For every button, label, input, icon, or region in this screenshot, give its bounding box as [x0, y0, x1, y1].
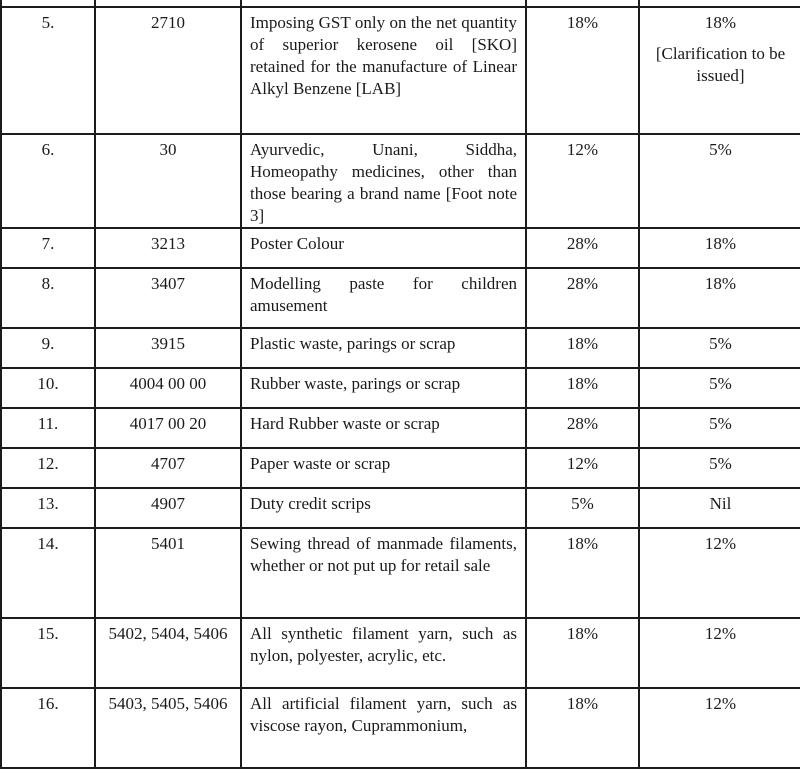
hsn-code-cell: 5401 [95, 528, 241, 618]
description-cell: Modelling paste for children amusement [241, 268, 526, 328]
serial-number-cell: 8. [1, 268, 95, 328]
table-row [1, 268, 800, 328]
new-rate-cell [639, 328, 800, 368]
description-cell: Poster Colour [241, 228, 526, 268]
clarification-note: [Clarification to be issued] [655, 44, 786, 85]
description-cell: Imposing GST only on the net quantity of superior kerosene oil [SKO] retained for the manufacture of Linear Alkyl Benzene [LAB] [241, 7, 526, 134]
hsn-code-cell: 2710 [95, 7, 241, 134]
description-cell: Plastic waste, parings or scrap [241, 328, 526, 368]
new-rate-cell [639, 408, 800, 448]
table-row [1, 488, 800, 528]
serial-number-cell: 13. [1, 488, 95, 528]
new-rate-cell [639, 7, 800, 134]
new-rate-cell [639, 368, 800, 408]
description-cell: Ayurvedic, Unani, Siddha, Homeopathy medicines, other than those bearing a brand name [Foot note 3] [241, 134, 526, 228]
serial-number-cell: 16. [1, 688, 95, 768]
new-rate-cell [639, 228, 800, 268]
hsn-code-cell: 4004 00 00 [95, 368, 241, 408]
table-row [1, 134, 800, 228]
current-rate-cell: 5% [526, 488, 639, 528]
description-cell: All artificial filament yarn, such as viscose rayon, Cuprammonium, [241, 688, 526, 768]
new-rate-value: 5% [709, 454, 732, 473]
serial-number-cell: 10. [1, 368, 95, 408]
new-rate-value: 12% [704, 624, 737, 643]
description-cell: Sewing thread of manmade filaments, whether or not put up for retail sale [241, 528, 526, 618]
hsn-code-cell: 4907 [95, 488, 241, 528]
new-rate-value: 18% [704, 234, 737, 253]
new-rate-cell [639, 618, 800, 688]
description-cell: Rubber waste, parings or scrap [241, 368, 526, 408]
current-rate-cell: 28% [526, 268, 639, 328]
serial-number-cell: 15. [1, 618, 95, 688]
current-rate-cell: 18% [526, 618, 639, 688]
hsn-code-cell: 30 [95, 134, 241, 228]
serial-number-cell: 11. [1, 408, 95, 448]
current-rate-cell: 28% [526, 408, 639, 448]
current-rate-cell: 18% [526, 7, 639, 134]
hsn-code-cell: 3915 [95, 328, 241, 368]
new-rate-value: Nil [709, 494, 732, 513]
table-row [1, 368, 800, 408]
serial-number-cell: 9. [1, 328, 95, 368]
new-rate-value: 5% [709, 374, 732, 393]
serial-number-cell: 7. [1, 228, 95, 268]
description-cell: Paper waste or scrap [241, 448, 526, 488]
current-rate-cell: 12% [526, 448, 639, 488]
new-rate-value: 5% [709, 414, 732, 433]
new-rate-cell [639, 528, 800, 618]
table-row [1, 328, 800, 368]
new-rate-cell [639, 268, 800, 328]
current-rate-cell: 18% [526, 368, 639, 408]
new-rate-cell [639, 688, 800, 768]
description-cell: Hard Rubber waste or scrap [241, 408, 526, 448]
hsn-code-cell: 3213 [95, 228, 241, 268]
current-rate-cell: 18% [526, 528, 639, 618]
table-row [1, 408, 800, 448]
hsn-code-cell: 5402, 5404, 5406 [95, 618, 241, 688]
table-row [1, 688, 800, 768]
table-row-top-edge [1, 0, 800, 7]
serial-number-cell: 14. [1, 528, 95, 618]
current-rate-cell: 18% [526, 688, 639, 768]
description-cell: All synthetic filament yarn, such as nylon, polyester, acrylic, etc. [241, 618, 526, 688]
new-rate-cell [639, 488, 800, 528]
table-row [1, 618, 800, 688]
table-row [1, 528, 800, 618]
new-rate-value: 5% [709, 334, 732, 353]
serial-number-cell: 6. [1, 134, 95, 228]
hsn-code-cell: 3407 [95, 268, 241, 328]
new-rate-cell [639, 134, 800, 228]
hsn-code-cell: 4707 [95, 448, 241, 488]
serial-number-cell: 12. [1, 448, 95, 488]
new-rate-value: 5% [709, 140, 732, 159]
description-cell: Duty credit scrips [241, 488, 526, 528]
new-rate-value: 18% [704, 274, 737, 293]
current-rate-cell: 12% [526, 134, 639, 228]
current-rate-cell: 28% [526, 228, 639, 268]
current-rate-cell: 18% [526, 328, 639, 368]
table-row [1, 7, 800, 134]
new-rate-value: 18% [704, 13, 737, 32]
new-rate-value: 12% [704, 534, 737, 553]
hsn-code-cell: 5403, 5405, 5406 [95, 688, 241, 768]
new-rate-value: 12% [704, 694, 737, 713]
hsn-code-cell: 4017 00 20 [95, 408, 241, 448]
table-row [1, 448, 800, 488]
serial-number-cell: 5. [1, 7, 95, 134]
new-rate-cell [639, 448, 800, 488]
table-row [1, 228, 800, 268]
